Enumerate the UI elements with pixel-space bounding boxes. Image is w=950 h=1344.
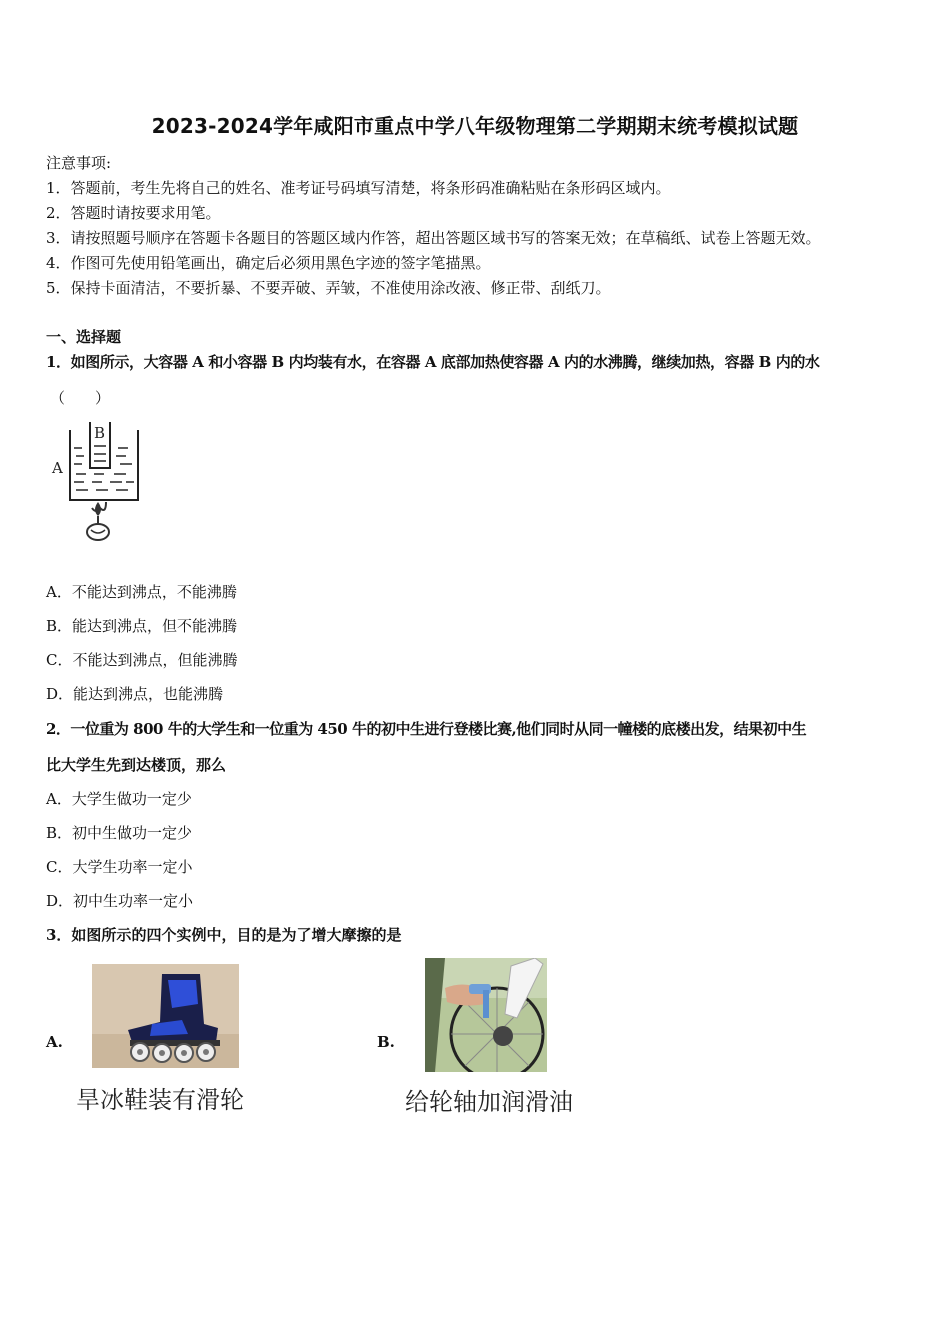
notice-item: 4．作图可先使用铅笔画出，确定后必须用黑色字迹的签字笔描黑。 [46,254,491,272]
question-2-option-b: B．初中生做功一定少 [46,824,193,842]
question-1-option-a: A．不能达到沸点，不能沸腾 [46,583,237,601]
question-3-stem: 3．如图所示的四个实例中，目的是为了增大摩擦的是 [46,926,402,944]
question-2-option-d: D．初中生功率一定小 [46,892,194,910]
page-title: 2023-2024学年咸阳市重点中学八年级物理第二学期期末统考模拟试题 [151,114,799,138]
question-1-option-c: C．不能达到沸点，但能沸腾 [46,651,238,669]
question-2-stem: 2．一位重为 800 牛的大学生和一位重为 450 牛的初中生进行登楼比赛,他们同时从同一幢楼的底楼出发，结果初中生 [46,720,807,738]
bicycle-oil-image [425,958,547,1072]
notice-item: 2．答题时请按要求用笔。 [46,204,221,222]
notice-item: 3．请按照题号顺序在答题卡各题目的答题区域内作答，超出答题区域书写的答案无效；在草稿纸、试卷上答题无效。 [46,229,821,247]
roller-skate-image [92,964,239,1068]
question-3-option-b-label: B. [377,1033,395,1051]
question-3-option-a-caption: 旱冰鞋装有滑轮 [76,1086,244,1114]
section-heading: 一、选择题 [46,328,122,346]
beaker-figure [48,418,148,546]
label-a: A [52,459,63,477]
question-3-option-b-caption: 给轮轴加润滑油 [405,1088,573,1116]
notice-item: 5．保持卡面清洁，不要折暴、不要弄破、弄皱，不准使用涂改液、修正带、刮纸刀。 [46,279,611,297]
notice-item: 1．答题前，考生先将自己的姓名、准考证号码填写清楚，将条形码准确粘贴在条形码区域内。 [46,179,671,197]
question-1-option-d: D．能达到沸点，也能沸腾 [46,685,224,703]
question-3-option-a-label: A. [46,1033,63,1051]
notice-heading: 注意事项: [46,154,112,172]
question-1-blank: （ ） [50,389,111,407]
question-2-option-c: C．大学生功率一定小 [46,858,193,876]
question-1-option-b: B．能达到沸点，但不能沸腾 [46,617,238,635]
label-b: B [94,424,106,442]
question-2-stem-cont: 比大学生先到达楼顶，那么 [46,756,227,774]
question-1-stem: 1．如图所示，大容器 A 和小容器 B 内均装有水，在容器 A 底部加热使容器 A 内的水沸腾，继续加热，容器 B 内的水 [46,353,820,371]
question-2-option-a: A．大学生做功一定少 [46,790,192,808]
